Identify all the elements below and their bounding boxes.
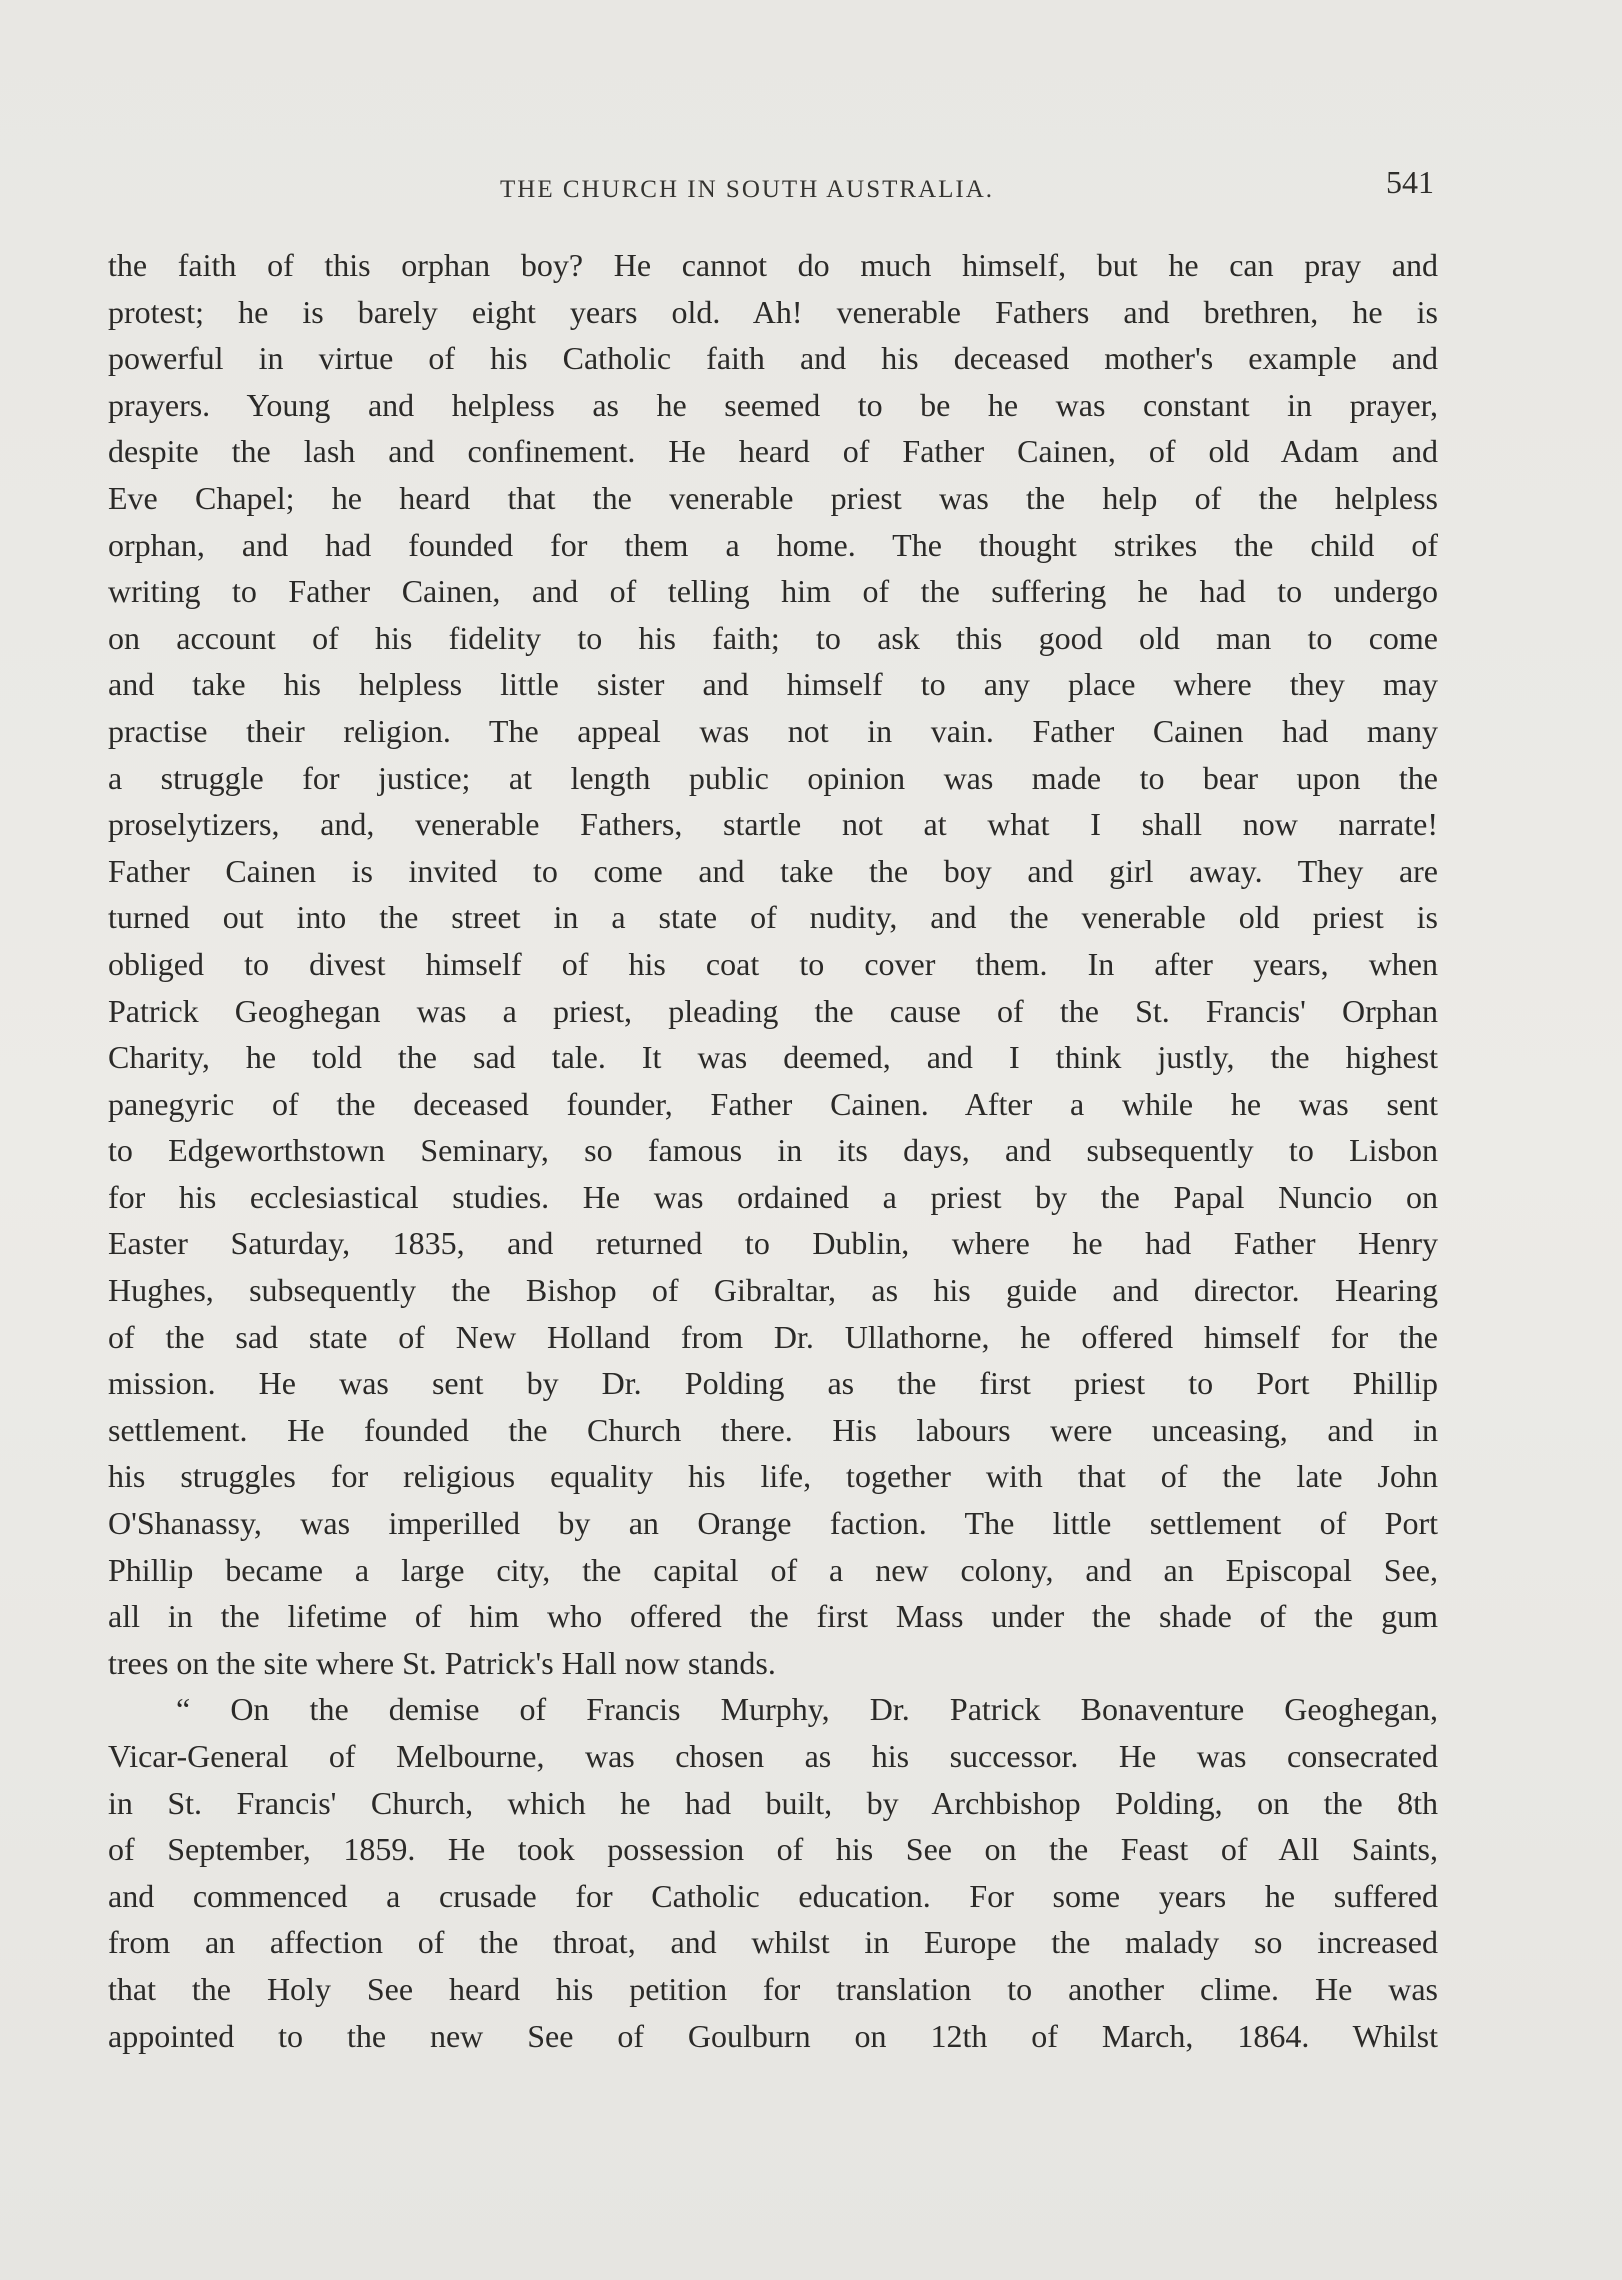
text-line: on account of his fidelity to his faith; to ask this good old man to come <box>108 619 1438 656</box>
text-line: and take his helpless little sister and himself to any place where they may <box>108 666 1438 703</box>
text-line: protest; he is barely eight years old. Ah! venerable Fathers and brethren, he is <box>108 293 1438 330</box>
text-line: a struggle for justice; at length public opinion was made to bear upon the <box>108 759 1438 796</box>
text-line: settlement. He founded the Church there. His labours were unceasing, and in <box>108 1411 1438 1448</box>
text-line: proselytizers, and, venerable Fathers, startle not at what I shall now narrate! <box>108 806 1438 843</box>
text-line: Patrick Geoghegan was a priest, pleading the cause of the St. Francis' Orphan <box>108 992 1438 1029</box>
text-line: practise their religion. The appeal was not in vain. Father Cainen had many <box>108 712 1438 749</box>
text-line: from an affection of the throat, and whilst in Europe the malady so increased <box>108 1924 1438 1961</box>
body-text <box>108 242 1438 2059</box>
text-line: Hughes, subsequently the Bishop of Gibraltar, as his guide and director. Hearing <box>108 1272 1438 1309</box>
text-line: prayers. Young and helpless as he seemed to be he was constant in prayer, <box>108 386 1438 423</box>
text-line: Easter Saturday, 1835, and returned to Dublin, where he had Father Henry <box>108 1225 1438 1262</box>
running-head <box>0 164 1622 212</box>
text-line: Phillip became a large city, the capital of a new colony, and an Episcopal See, <box>108 1551 1438 1588</box>
text-line: Eve Chapel; he heard that the venerable priest was the help of the helpless <box>108 479 1438 516</box>
running-title: THE CHURCH IN SOUTH AUSTRALIA. <box>500 176 995 203</box>
text-line: and commenced a crusade for Catholic education. For some years he suffered <box>108 1877 1438 1914</box>
text-line: that the Holy See heard his petition for translation to another clime. He was <box>108 1970 1438 2007</box>
text-line: of September, 1859. He took possession of his See on the Feast of All Saints, <box>108 1831 1438 1868</box>
text-line: all in the lifetime of him who offered the first Mass under the shade of the gum <box>108 1598 1438 1635</box>
text-line: panegyric of the deceased founder, Father Cainen. After a while he was sent <box>108 1085 1438 1122</box>
text-line: O'Shanassy, was imperilled by an Orange faction. The little settlement of Port <box>108 1505 1438 1542</box>
text-line: Father Cainen is invited to come and take the boy and girl away. They are <box>108 852 1438 889</box>
text-line: to Edgeworthstown Seminary, so famous in its days, and subsequently to Lisbon <box>108 1132 1438 1169</box>
text-line: orphan, and had founded for them a home. The thought strikes the child of <box>108 526 1438 563</box>
text-line: his struggles for religious equality his life, together with that of the late John <box>108 1458 1438 1495</box>
text-line: appointed to the new See of Goulburn on 12th of March, 1864. Whilst <box>108 2017 1438 2054</box>
text-line: Charity, he told the sad tale. It was deemed, and I think justly, the highest <box>108 1039 1438 1076</box>
page-number: 541 <box>1386 164 1434 200</box>
text-line: in St. Francis' Church, which he had built, by Archbishop Polding, on the 8th <box>108 1784 1438 1821</box>
text-line: the faith of this orphan boy? He cannot do much himself, but he can pray and <box>108 247 1438 283</box>
paragraph-start-line: “ On the demise of Francis Murphy, Dr. Patrick Bonaventure Geoghegan, <box>176 1691 1438 1728</box>
text-line: writing to Father Cainen, and of telling him of the suffering he had to undergo <box>108 573 1438 610</box>
text-line: turned out into the street in a state of nudity, and the venerable old priest is <box>108 899 1438 936</box>
text-line: mission. He was sent by Dr. Polding as the first priest to Port Phillip <box>108 1365 1438 1402</box>
text-line: Vicar-General of Melbourne, was chosen as his successor. He was consecrated <box>108 1738 1438 1774</box>
text-line: obliged to divest himself of his coat to cover them. In after years, when <box>108 945 1438 982</box>
text-line: of the sad state of New Holland from Dr. Ullathorne, he offered himself for the <box>108 1318 1438 1355</box>
text-line: for his ecclesiastical studies. He was ordained a priest by the Papal Nuncio on <box>108 1178 1438 1215</box>
text-line: despite the lash and confinement. He heard of Father Cainen, of old Adam and <box>108 433 1438 470</box>
text-line: powerful in virtue of his Catholic faith and his deceased mother's example and <box>108 340 1438 377</box>
paragraph-end-line: trees on the site where St. Patrick's Hall now stands. <box>108 1644 776 1681</box>
